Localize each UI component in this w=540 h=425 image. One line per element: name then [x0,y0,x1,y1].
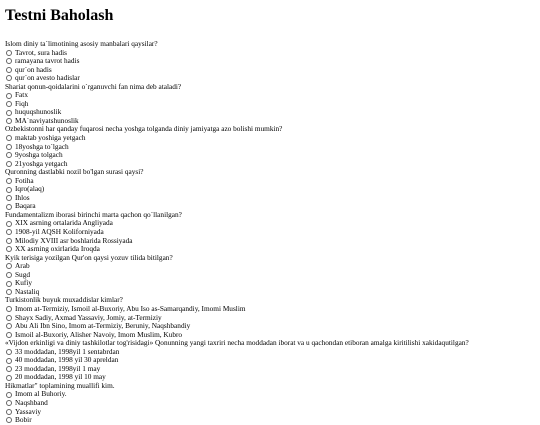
option-label: Fiqh [15,98,29,108]
radio-button[interactable] [6,58,12,64]
option-label: 20 moddadan, 1998 yil 10 may [15,372,106,382]
answer-option[interactable] [5,271,535,280]
option-label: 33 moddadan, 1998yil 1 sentabrdan [15,346,120,356]
option-label: maktab yoshiga yetgach [15,133,86,143]
option-label: qur`on avesto hadislar [15,73,80,83]
option-label: ramayana tavrot hadis [15,56,80,66]
option-label: Ihlos [15,192,30,202]
answer-option[interactable] [5,399,535,408]
radio-button[interactable] [6,67,12,73]
option-label: Fatx [15,90,28,100]
option-label: 18yoshga to`lgach [15,141,69,151]
radio-button[interactable] [6,229,12,235]
question-text: Shariat qonun-qoidalarini o`rganuvchi fan nima deb ataladi? [5,81,182,91]
question-text: Fundamentalizm iborasi birinchi marta qachon qo`llanilgan? [5,209,182,219]
option-label: Fotiha [15,175,34,185]
radio-button[interactable] [6,135,12,141]
radio-button[interactable] [6,392,12,398]
answer-option[interactable] [5,408,535,417]
radio-button[interactable] [6,221,12,227]
option-label: MA`naviyatshunoslik [15,115,79,125]
radio-button[interactable] [6,75,12,81]
radio-button[interactable] [6,246,12,252]
option-label: Imom at-Termiziy, Ismoil al-Buxoriy, Abu Iso as-Samarqandiy, Imomi Muslim [15,303,246,313]
option-label: XX asrning oxirlarida Iroqda [15,244,100,254]
option-label: 40 moddadan, 1998 yil 30 apreldan [15,355,119,365]
radio-button[interactable] [6,204,12,210]
option-label: Imom al Buhoriy. [15,389,67,399]
radio-button[interactable] [6,289,12,295]
answer-option[interactable] [5,390,535,399]
question-text: Quronning dastlabki nozil bo'lgan surasi qaysi? [5,167,144,177]
radio-button[interactable] [6,118,12,124]
question-text: Kyik terisiga yozilgan Qur'on qaysi yozuv tilida bitilgan? [5,252,173,262]
option-label: Ismoil al-Buxoriy, Alisher Navoiy, Imom Muslim, Kubro [15,329,183,339]
radio-button[interactable] [6,358,12,364]
radio-button[interactable] [6,417,12,423]
answer-option[interactable] [5,151,535,160]
answer-option[interactable] [5,143,535,152]
radio-button[interactable] [6,332,12,338]
option-label: Tavrot, sura hadis [15,47,67,57]
radio-button[interactable] [6,375,12,381]
answer-option[interactable] [5,262,535,271]
answer-option[interactable] [5,194,535,203]
option-label: Iqro(alaq) [15,184,45,194]
option-label: qur`on hadis [15,64,52,74]
radio-button[interactable] [6,400,12,406]
question-text: Turkistonlik buyuk muxaddislar kimlar? [5,295,123,305]
option-label: XIX asrning ortalarida Angliyada [15,218,113,228]
radio-button[interactable] [6,101,12,107]
answer-option[interactable] [5,416,535,425]
option-label: Milodiy XVIII asr boshlarida Rossiyada [15,235,133,245]
option-label: 23 moddadan, 1998yil 1 may [15,363,101,373]
radio-button[interactable] [6,272,12,278]
page-title: Testni Baholash [5,7,114,24]
answer-option[interactable] [5,57,535,66]
radio-button[interactable] [6,409,12,415]
answer-option[interactable] [5,91,535,100]
radio-button[interactable] [6,178,12,184]
option-label: Yassaviy [15,406,42,416]
question-text: Ozbekistonni har qanday fuqarosi necha yoshga tolganda diniy jamiyatga azo bolishi mumkin? [5,124,283,134]
radio-button[interactable] [6,161,12,167]
radio-button[interactable] [6,195,12,201]
radio-button[interactable] [6,238,12,244]
option-label: Abu Ali Ibn Sino, Imom at-Termiziy, Beruniy, Naqshbandiy [15,321,191,331]
radio-button[interactable] [6,110,12,116]
question-text: «Vijdon erkinligi va diniy tashkilotlar tog'risidagi» Qonunning yangi taxriri necha moddadan iborat va u qachondan etiboran amalga kiritilishi xakidaqutilgan? [5,338,469,348]
option-label: Sugd [15,269,31,279]
option-label: Arab [15,261,30,271]
radio-button[interactable] [6,306,12,312]
option-label: Naqshband [15,397,48,407]
radio-button[interactable] [6,93,12,99]
option-label: Shayx Sadiy, Axmad Yassaviy, Jomiy, at-Termiziy [15,312,162,322]
radio-button[interactable] [6,349,12,355]
radio-button[interactable] [6,187,12,193]
option-label: Bobir [15,415,32,425]
answer-option[interactable] [5,185,535,194]
radio-button[interactable] [6,50,12,56]
option-label: Kufiy [15,278,33,288]
quiz-form [5,40,535,425]
answer-option[interactable] [5,108,535,117]
radio-button[interactable] [6,323,12,329]
answer-option[interactable] [5,177,535,186]
radio-button[interactable] [6,144,12,150]
answer-option[interactable] [5,49,535,58]
answer-option[interactable] [5,279,535,288]
question-text: Islom diniy ta`limotining asosiy manbalari qaysilar? [5,39,158,48]
option-label: 21yoshga yetgach [15,158,68,168]
radio-button[interactable] [6,263,12,269]
radio-button[interactable] [6,366,12,372]
answer-option[interactable] [5,66,535,75]
option-label: 9yoshga tolgach [15,150,63,160]
option-label: Nastaliq [15,286,40,296]
option-label: Baqara [15,201,36,211]
option-label: huquqshunoslik [15,107,62,117]
answer-option[interactable] [5,134,535,143]
option-label: 1908-yil AQSH Koliforniyada [15,227,104,237]
answer-option[interactable] [5,100,535,109]
radio-button[interactable] [6,315,12,321]
radio-button[interactable] [6,281,12,287]
radio-button[interactable] [6,152,12,158]
question-text: Hikmatlar" toplamining muallifi kim. [5,380,115,390]
